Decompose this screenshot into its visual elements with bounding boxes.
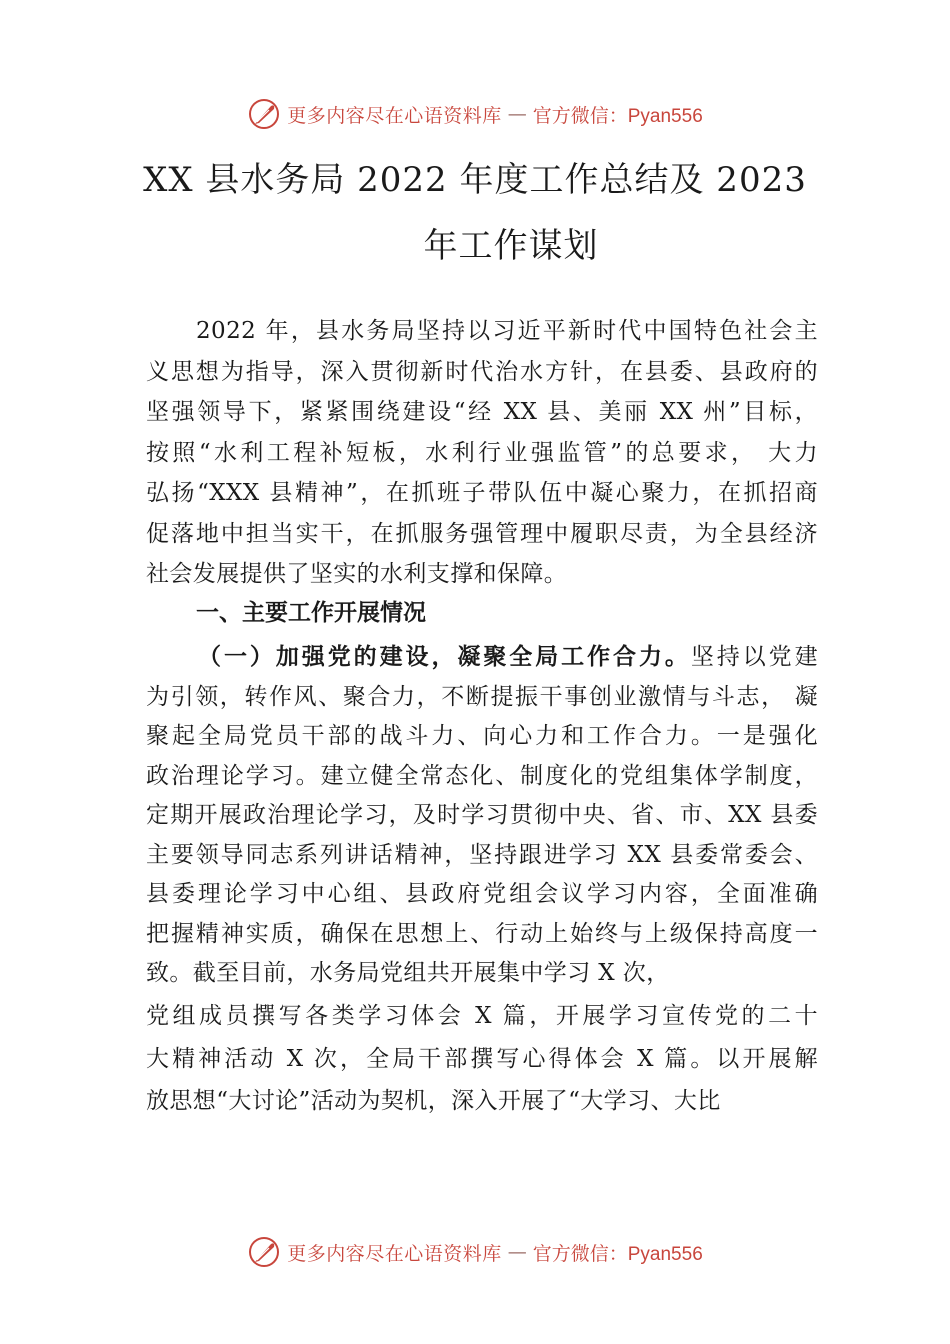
watermark-text: 更多内容尽在心语资料库 xyxy=(287,104,502,127)
body-line: 为引领，转作风、聚合力，不断提振干事创业激情与斗志， 凝 xyxy=(146,684,818,710)
document-title-line-2: 年工作谋划 xyxy=(423,226,599,266)
subsection-first-line xyxy=(198,642,818,672)
body-line: 致。截至目前，水务局党组共开展集中学习 X 次， xyxy=(146,960,670,986)
body-line: 定期开展政治理论学习，及时学习贯彻中央、省、市、XX 县委 xyxy=(146,802,818,828)
body-line: 放思想“大讨论”活动为契机，深入开展了“大学习、大比 xyxy=(146,1088,721,1114)
body-line: 党组成员撰写各类学习体会 X 篇，开展学习宣传党的二十 xyxy=(146,1003,818,1029)
section-heading: 一、主要工作开展情况 xyxy=(196,600,426,626)
watermark-text: 更多内容尽在心语资料库 xyxy=(287,1242,502,1265)
body-line: 县委理论学习中心组、县政府党组会议学习内容，全面准确 xyxy=(146,881,818,907)
watermark-wechat: 官方微信：Pyan556 xyxy=(532,105,703,127)
watermark-wechat: 官方微信：Pyan556 xyxy=(532,1243,703,1265)
intro-line: 义思想为指导，深入贯彻新时代治水方针，在县委、县政府的 xyxy=(146,359,818,385)
watermark-separator: — xyxy=(507,1241,527,1263)
intro-line: 弘扬“XXX 县精神”，在抓班子带队伍中凝心聚力，在抓招商 xyxy=(146,480,818,506)
subsection-lead-rest: 坚持以党建 xyxy=(690,644,818,670)
body-line: 大精神活动 X 次，全局干部撰写心得体会 X 篇。以开展解 xyxy=(146,1046,818,1072)
intro-line: 2022 年，县水务局坚持以习近平新时代中国特色社会主 xyxy=(196,318,818,344)
document-title-line-1: XX 县水务局 2022 年度工作总结及 2023 xyxy=(143,160,807,200)
intro-line: 坚强领导下，紧紧围绕建设“经 XX 县、美丽 XX 州”目标， xyxy=(146,399,818,425)
intro-line: 按照“水利工程补短板，水利行业强监管”的总要求， 大力 xyxy=(146,440,818,466)
intro-line: 促落地中担当实干，在抓服务强管理中履职尽责，为全县经济 xyxy=(146,521,818,547)
body-line: 主要领导同志系列讲话精神，坚持跟进学习 XX 县委常委会、 xyxy=(146,842,818,868)
watermark-header xyxy=(0,94,950,134)
feather-pen-logo-icon xyxy=(247,97,281,131)
body-line: 政治理论学习。建立健全常态化、制度化的党组集体学制度， xyxy=(146,763,818,789)
intro-line: 社会发展提供了坚实的水利支撑和保障。 xyxy=(146,561,568,587)
watermark-separator: — xyxy=(507,103,527,125)
body-line: 把握精神实质，确保在思想上、行动上始终与上级保持高度一 xyxy=(146,921,818,947)
body-line: 聚起全局党员干部的战斗力、向心力和工作合力。一是强化 xyxy=(146,723,818,749)
watermark-footer xyxy=(0,1232,950,1272)
feather-pen-logo-icon xyxy=(247,1235,281,1269)
subsection-lead: （一）加强党的建设，凝聚全局工作合力。 xyxy=(198,643,691,670)
